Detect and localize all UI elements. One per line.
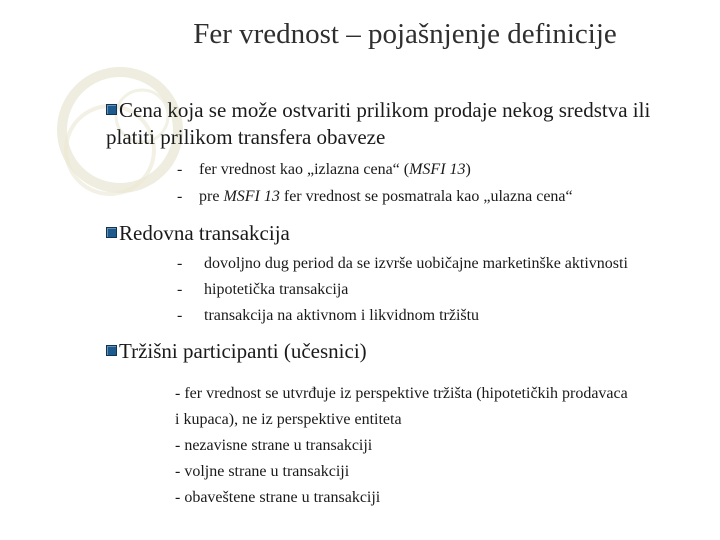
dash-marker: - xyxy=(177,307,183,324)
sub-item-italic: MSFI 13 xyxy=(223,188,280,205)
sub-item-text: dovoljno dug period da se izvrše uobičajne marketinške aktivnosti xyxy=(204,255,628,272)
bullet-text: Tržišni participanti (učesnici) xyxy=(119,339,367,363)
sub-item xyxy=(177,251,628,277)
dash-marker: - xyxy=(177,255,183,272)
sub-item-text: ) xyxy=(465,161,471,178)
bullet-text: Redovna transakcija xyxy=(119,221,290,245)
square-bullet-icon xyxy=(106,104,117,115)
sub-item-text: pre xyxy=(199,188,224,205)
body-line: - nezavisne strane u transakciji xyxy=(175,437,373,454)
bullet-trzisni-participanti xyxy=(106,338,367,364)
dash-marker: - xyxy=(177,188,183,205)
body-line: - voljne strane u transakciji xyxy=(175,463,350,480)
body-line: i kupaca), ne iz perspektive entiteta xyxy=(175,411,402,428)
square-bullet-icon xyxy=(106,345,117,356)
bullet-cena xyxy=(106,97,650,123)
sub-item-text: transakcija na aktivnom i likvidnom tržištu xyxy=(204,307,480,324)
body-line: - obaveštene strane u transakciji xyxy=(175,489,381,506)
sub-item-text: fer vrednost kao „izlazna cena“ ( xyxy=(199,161,410,178)
sub-item xyxy=(177,303,479,329)
sub-item-text: fer vrednost se posmatrala kao „ulazna cena“ xyxy=(279,188,573,205)
dash-marker: - xyxy=(177,281,183,298)
sub-item xyxy=(177,184,573,210)
dash-marker: - xyxy=(177,161,183,178)
slide-title: Fer vrednost – pojašnjenje definicije xyxy=(193,18,617,50)
sub-item xyxy=(177,157,471,183)
bullet-redovna-transakcija xyxy=(106,220,290,246)
sub-item xyxy=(177,277,348,303)
bullet-continuation: platiti prilikom transfera obaveze xyxy=(106,125,386,149)
bullet-text: Cena koja se može ostvariti prilikom prodaje nekog sredstva ili xyxy=(119,98,651,122)
sub-item-text: hipotetička transakcija xyxy=(204,281,349,298)
body-line: - fer vrednost se utvrđuje iz perspektive tržišta (hipotetičkih prodavaca xyxy=(175,385,628,402)
sub-item-italic: MSFI 13 xyxy=(409,161,466,178)
square-bullet-icon xyxy=(106,227,117,238)
